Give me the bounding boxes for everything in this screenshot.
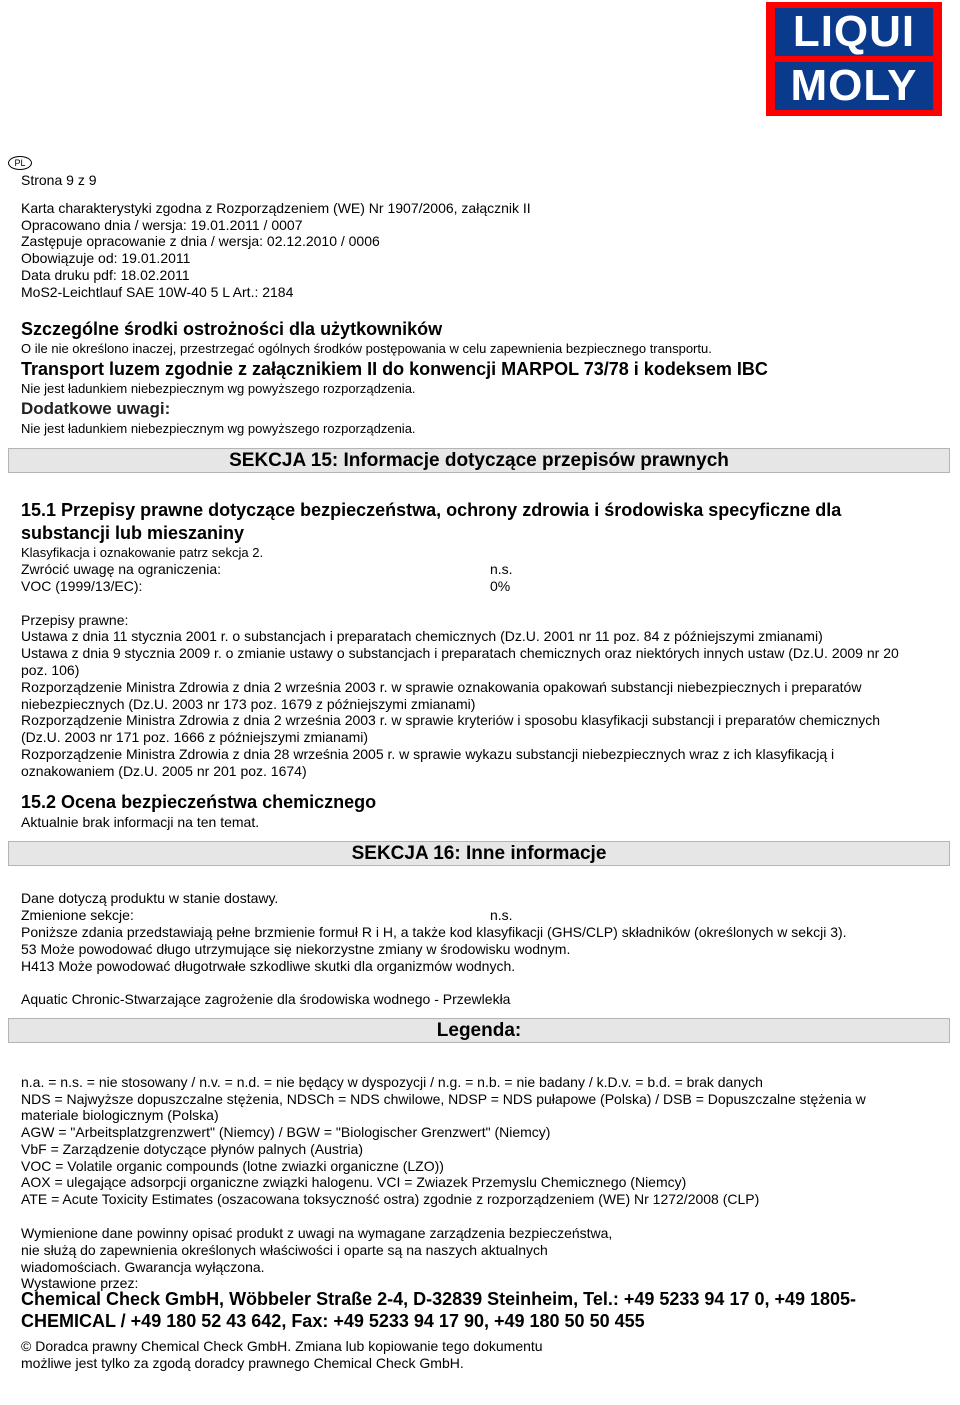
classification-note: Klasyfikacja i oznakowanie patrz sekcja 2.: [21, 545, 264, 560]
law-3-line-1: Rozporządzenie Ministra Zdrowia z dnia 2 września 2003 r. w sprawie oznakowania opakowań substancji niebezpiecznych i preparatów: [21, 679, 862, 695]
law-2-line-1: Ustawa z dnia 9 stycznia 2009 r. o zmianie ustawy o substancjach i preparatach chemicznych oraz niektórych innych ustaw (Dz.U. 2009 nr 20: [21, 645, 899, 661]
legend-line-1: n.a. = n.s. = nie stosowany / n.v. = n.d. = nie będący w dyspozycji / n.g. = n.b. = nie badany / k.D.v. = b.d. = brak danych: [21, 1074, 763, 1090]
company-line-2: CHEMICAL / +49 180 52 43 642, Fax: +49 5233 94 17 90, +49 180 50 50 455: [21, 1311, 645, 1331]
header-line-5: Data druku pdf: 18.02.2011: [21, 267, 190, 283]
legend-line-5: VOC = Volatile organic compounds (lotne zwiazki organiczne (LZO)): [21, 1158, 444, 1174]
transport-heading-1: Szczególne środki ostrożności dla użytkowników: [21, 319, 443, 339]
header-line-6: MoS2-Leichtlauf SAE 10W-40 5 L Art.: 2184: [21, 284, 294, 300]
copyright-line-2: możliwe jest tylko za zgodą doradcy prawnego Chemical Check GmbH.: [21, 1355, 464, 1371]
transport-heading-2: Transport luzem zgodnie z załącznikiem II do konwencji MARPOL 73/78 i kodeksem IBC: [21, 359, 768, 379]
transport-text-2: Nie jest ładunkiem niebezpiecznym wg powyższego rozporządzenia.: [21, 381, 416, 396]
header-line-3: Zastępuje opracowanie z dnia / wersja: 02.12.2010 / 0006: [21, 233, 380, 249]
law-4-line-1: Rozporządzenie Ministra Zdrowia z dnia 2 września 2003 r. w sprawie kryteriów i sposobu klasyfikacji substancji i preparatów chemicznych: [21, 712, 881, 728]
disclaimer-line-1: Wymienione dane powinny opisać produkt z uwagi na wymagane zarządzenia bezpieczeństwa,: [21, 1225, 613, 1241]
law-3-line-2: niebezpiecznych (Dz.U. 2003 nr 173 poz. 1679 z późniejszymi zmianami): [21, 696, 476, 712]
section-15-title: SEKCJA 15: Informacje dotyczące przepisów prawnych: [8, 448, 950, 473]
company-line-1: Chemical Check GmbH, Wöbbeler Straße 2-4, D-32839 Steinheim, Tel.: +49 5233 94 17 0, +49 1805-: [21, 1289, 857, 1309]
legend-line-2b: materiale biologicznym (Polska): [21, 1107, 219, 1123]
changed-sections-label: Zmienione sekcje:: [21, 907, 134, 923]
section-16-text-3: 53 Może powodować długo utrzymujące się niekorzystne zmiany w środowisku wodnym.: [21, 941, 571, 957]
page-number: Strona 9 z 9: [21, 172, 97, 188]
logo-line-1: LIQUI: [775, 8, 933, 56]
section-15-2-heading: 15.2 Ocena bezpieczeństwa chemicznego: [21, 792, 377, 812]
logo-line-2: MOLY: [775, 62, 933, 110]
law-2-line-2: poz. 106): [21, 662, 80, 678]
legend-title: Legenda:: [8, 1018, 950, 1043]
section-16-text-5: Aquatic Chronic-Stwarzające zagrożenie dla środowiska wodnego - Przewlekła: [21, 991, 511, 1007]
law-4-line-2: (Dz.U. 2003 nr 171 poz. 1666 z późniejszymi zmianami): [21, 729, 369, 745]
voc-label: VOC (1999/13/EC):: [21, 578, 143, 594]
section-16-text-1: Dane dotyczą produktu w stanie dostawy.: [21, 890, 279, 906]
disclaimer-line-2: nie służą do zapewnienia określonych właściwości i oparte są na naszych aktualnych: [21, 1242, 548, 1258]
section-16-text-4: H413 Może powodować długotrwałe szkodliwe skutki dla organizmów wodnych.: [21, 958, 516, 974]
restrictions-value: n.s.: [490, 561, 513, 577]
law-5-line-1: Rozporządzenie Ministra Zdrowia z dnia 28 września 2005 r. w sprawie wykazu substancji niebezpiecznych wraz z ich klasyfikacją i: [21, 746, 835, 762]
header-line-1: Karta charakterystyki zgodna z Rozporządzeniem (WE) Nr 1907/2006, załącznik II: [21, 200, 531, 216]
legend-line-6: AOX = ulegające adsorpcji organiczne związki halogenu. VCI = Zwiazek Przemyslu Chemicznego (Niemcy): [21, 1174, 687, 1190]
section-15-1-heading-line-1: 15.1 Przepisy prawne dotyczące bezpieczeństwa, ochrony zdrowia i środowiska specyficzne dla: [21, 500, 842, 520]
disclaimer-line-3: wiadomościach. Gwarancja wyłączona.: [21, 1259, 265, 1275]
header-line-2: Opracowano dnia / wersja: 19.01.2011 / 0007: [21, 217, 303, 233]
header-line-4: Obowiązuje od: 19.01.2011: [21, 250, 191, 266]
transport-heading-3: Dodatkowe uwagi:: [21, 399, 171, 418]
legend-line-3: AGW = "Arbeitsplatzgrenzwert" (Niemcy) / BGW = "Biologischer Grenzwert" (Niemcy): [21, 1124, 551, 1140]
legend-line-2a: NDS = Najwyższe dopuszczalne stężenia, NDSCh = NDS chwilowe, NDSP = NDS pułapowe (Polska) / DSB = Dopuszczalne stężenia w: [21, 1091, 866, 1107]
section-15-2-text: Aktualnie brak informacji na ten temat.: [21, 814, 260, 830]
transport-text-3: Nie jest ładunkiem niebezpiecznym wg powyższego rozporządzenia.: [21, 421, 416, 436]
transport-text-1: O ile nie określono inaczej, przestrzegać ogólnych środków postępowania w celu zapewnienia bezpiecznego transportu.: [21, 341, 712, 356]
law-1: Ustawa z dnia 11 stycznia 2001 r. o substancjach i preparatach chemicznych (Dz.U. 2001 nr 11 poz. 84 z późniejszymi zmianami): [21, 628, 823, 644]
language-badge: PL: [8, 156, 32, 170]
law-5-line-2: oznakowaniem (Dz.U. 2005 nr 201 poz. 1674): [21, 763, 307, 779]
issued-by-label: Wystawione przez:: [21, 1275, 139, 1291]
section-16-title: SEKCJA 16: Inne informacje: [8, 841, 950, 866]
voc-value: 0%: [490, 578, 511, 594]
copyright-line-1: © Doradca prawny Chemical Check GmbH. Zmiana lub kopiowanie tego dokumentu: [21, 1338, 543, 1354]
liqui-moly-logo: [766, 2, 942, 116]
changed-sections-value: n.s.: [490, 907, 513, 923]
legend-line-4: VbF = Zarządzenie dotyczące płynów palnych (Austria): [21, 1141, 363, 1157]
laws-label: Przepisy prawne:: [21, 612, 129, 628]
section-15-1-heading-line-2: substancji lub mieszaniny: [21, 523, 245, 543]
restrictions-label: Zwrócić uwagę na ograniczenia:: [21, 561, 221, 577]
section-16-text-2: Poniższe zdania przedstawiają pełne brzmienie formuł R i H, a także kod klasyfikacji (GHS/CLP) składników (określonych w sekcji 3).: [21, 924, 847, 940]
legend-line-7: ATE = Acute Toxicity Estimates (oszacowana toksyczność ostra) zgodnie z rozporządzeniem (WE) Nr 1272/2008 (CLP): [21, 1191, 760, 1207]
